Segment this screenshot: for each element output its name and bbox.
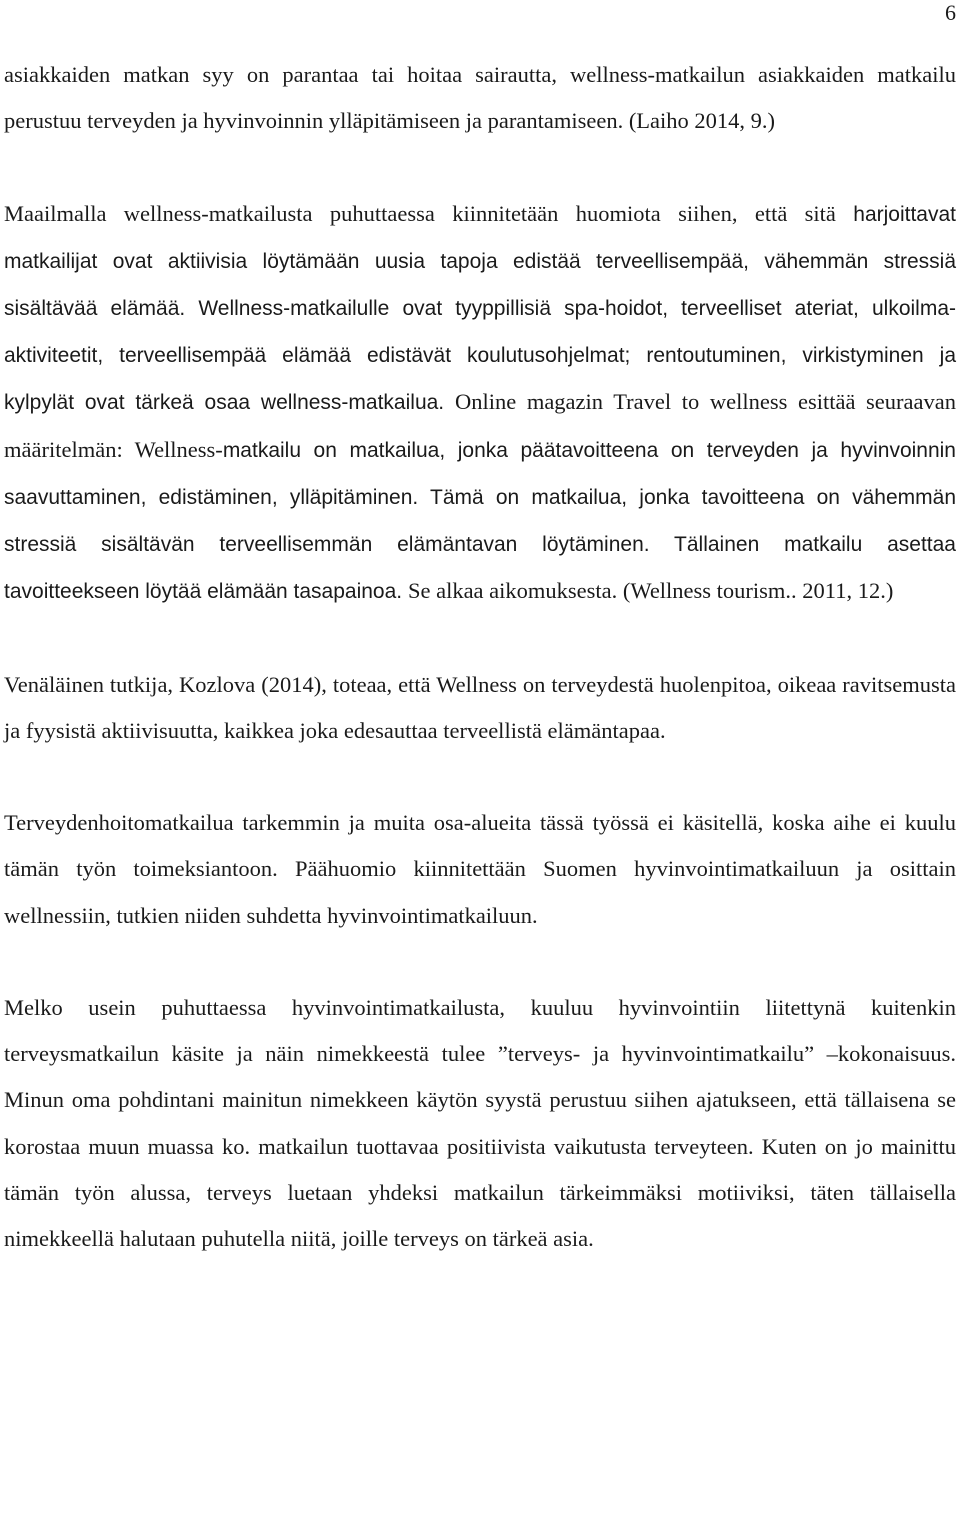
text-segment: Melko usein puhuttaessa hyvinvointimatkailusta, kuuluu hyvinvointiin liitettynä kuitenkin terveysmatkailun käsite ja näin nimekkeestä tulee ”terveys- ja hyvinvointimatkailu” –kokonaisuus. Minun oma pohdintani mainitun nimekkeen käytön syystä perustuu siihen ajatukseen, että tällaisena se korostaa muun muassa ko. matkailun tuottavaa positiivista vaikutusta terveyteen. Kuten on jo mainittu tämän työn alussa, terveys luetaan yhdeksi matkailun tärkeimmäksi motiiviksi, täten tällaisella nimekkeellä halutaan puhutella niitä, joille terveys on tärkeä asia. [4,995,956,1252]
text-segment: Online magazin Travel to wellness esittää seuraavan määritelmän: Wellness- [4,389,956,462]
text-segment: Se alkaa aikomuksesta. (Wellness tourism.. 2011, 12.) [407,578,894,604]
paragraph-3 [4,662,956,754]
body-text [4,52,956,1262]
paragraph-1 [4,52,956,144]
page-number: 6 [945,0,956,25]
paragraph-4 [4,800,956,939]
paragraph-2 [4,191,956,616]
text-segment: Venäläinen tutkija, Kozlova (2014), toteaa, että Wellness on terveydestä huolenpitoa, oikeaa ravitsemusta ja fyysistä aktiivisuutta, kaikkea joka edesauttaa terveellistä elämäntapaa. [4,671,956,743]
text-segment: matkailu on matkailua, jonka päätavoitteena on terveyden ja hyvinvoinnin saavuttaminen, edistäminen, ylläpitäminen. Tämä on matkailua, jonka tavoitteena on vähemmän stressiä sisältävän terveellisemmän elämäntavan löytäminen. Tällainen matkailu asettaa tavoitteekseen löytää elämään tasapainoa. [4,438,956,604]
paragraph-5 [4,985,956,1262]
text-segment: Maailmalla wellness-matkailusta puhuttaessa kiinnitetään huomiota siihen, että sitä [4,200,854,226]
text-segment: Terveydenhoitomatkailua tarkemmin ja muita osa-alueita tässä työssä ei käsitellä, koska aihe ei kuulu tämän työn toimeksiantoon. Päähuomio kiinnitettään Suomen hyvinvointimatkailuun ja osittain wellnessiin, tutkien niiden suhdetta hyvinvointimatkailuun. [4,810,956,928]
text-segment: harjoittavat matkailijat ovat aktiivisia löytämään uusia tapoja edistää terveellisempää, vähemmän stressiä sisältävää elämää. Wellness-matkailulle ovat tyyppillisiä spa-hoidot, terveelliset ateriat, ulkoilma-aktiviteetit, terveellisempää elämää edistävät koulutusohjelmat; rentoutuminen, virkistyminen ja kylpylät ovat tärkeä osaa wellness-matkailua. [4,202,956,415]
text-segment: asiakkaiden matkan syy on parantaa tai hoitaa sairautta, wellness-matkailun asiakkaiden matkailu perustuu terveyden ja hyvinvoinnin ylläpitämiseen ja parantamiseen. (Laiho 2014, 9.) [4,62,956,134]
